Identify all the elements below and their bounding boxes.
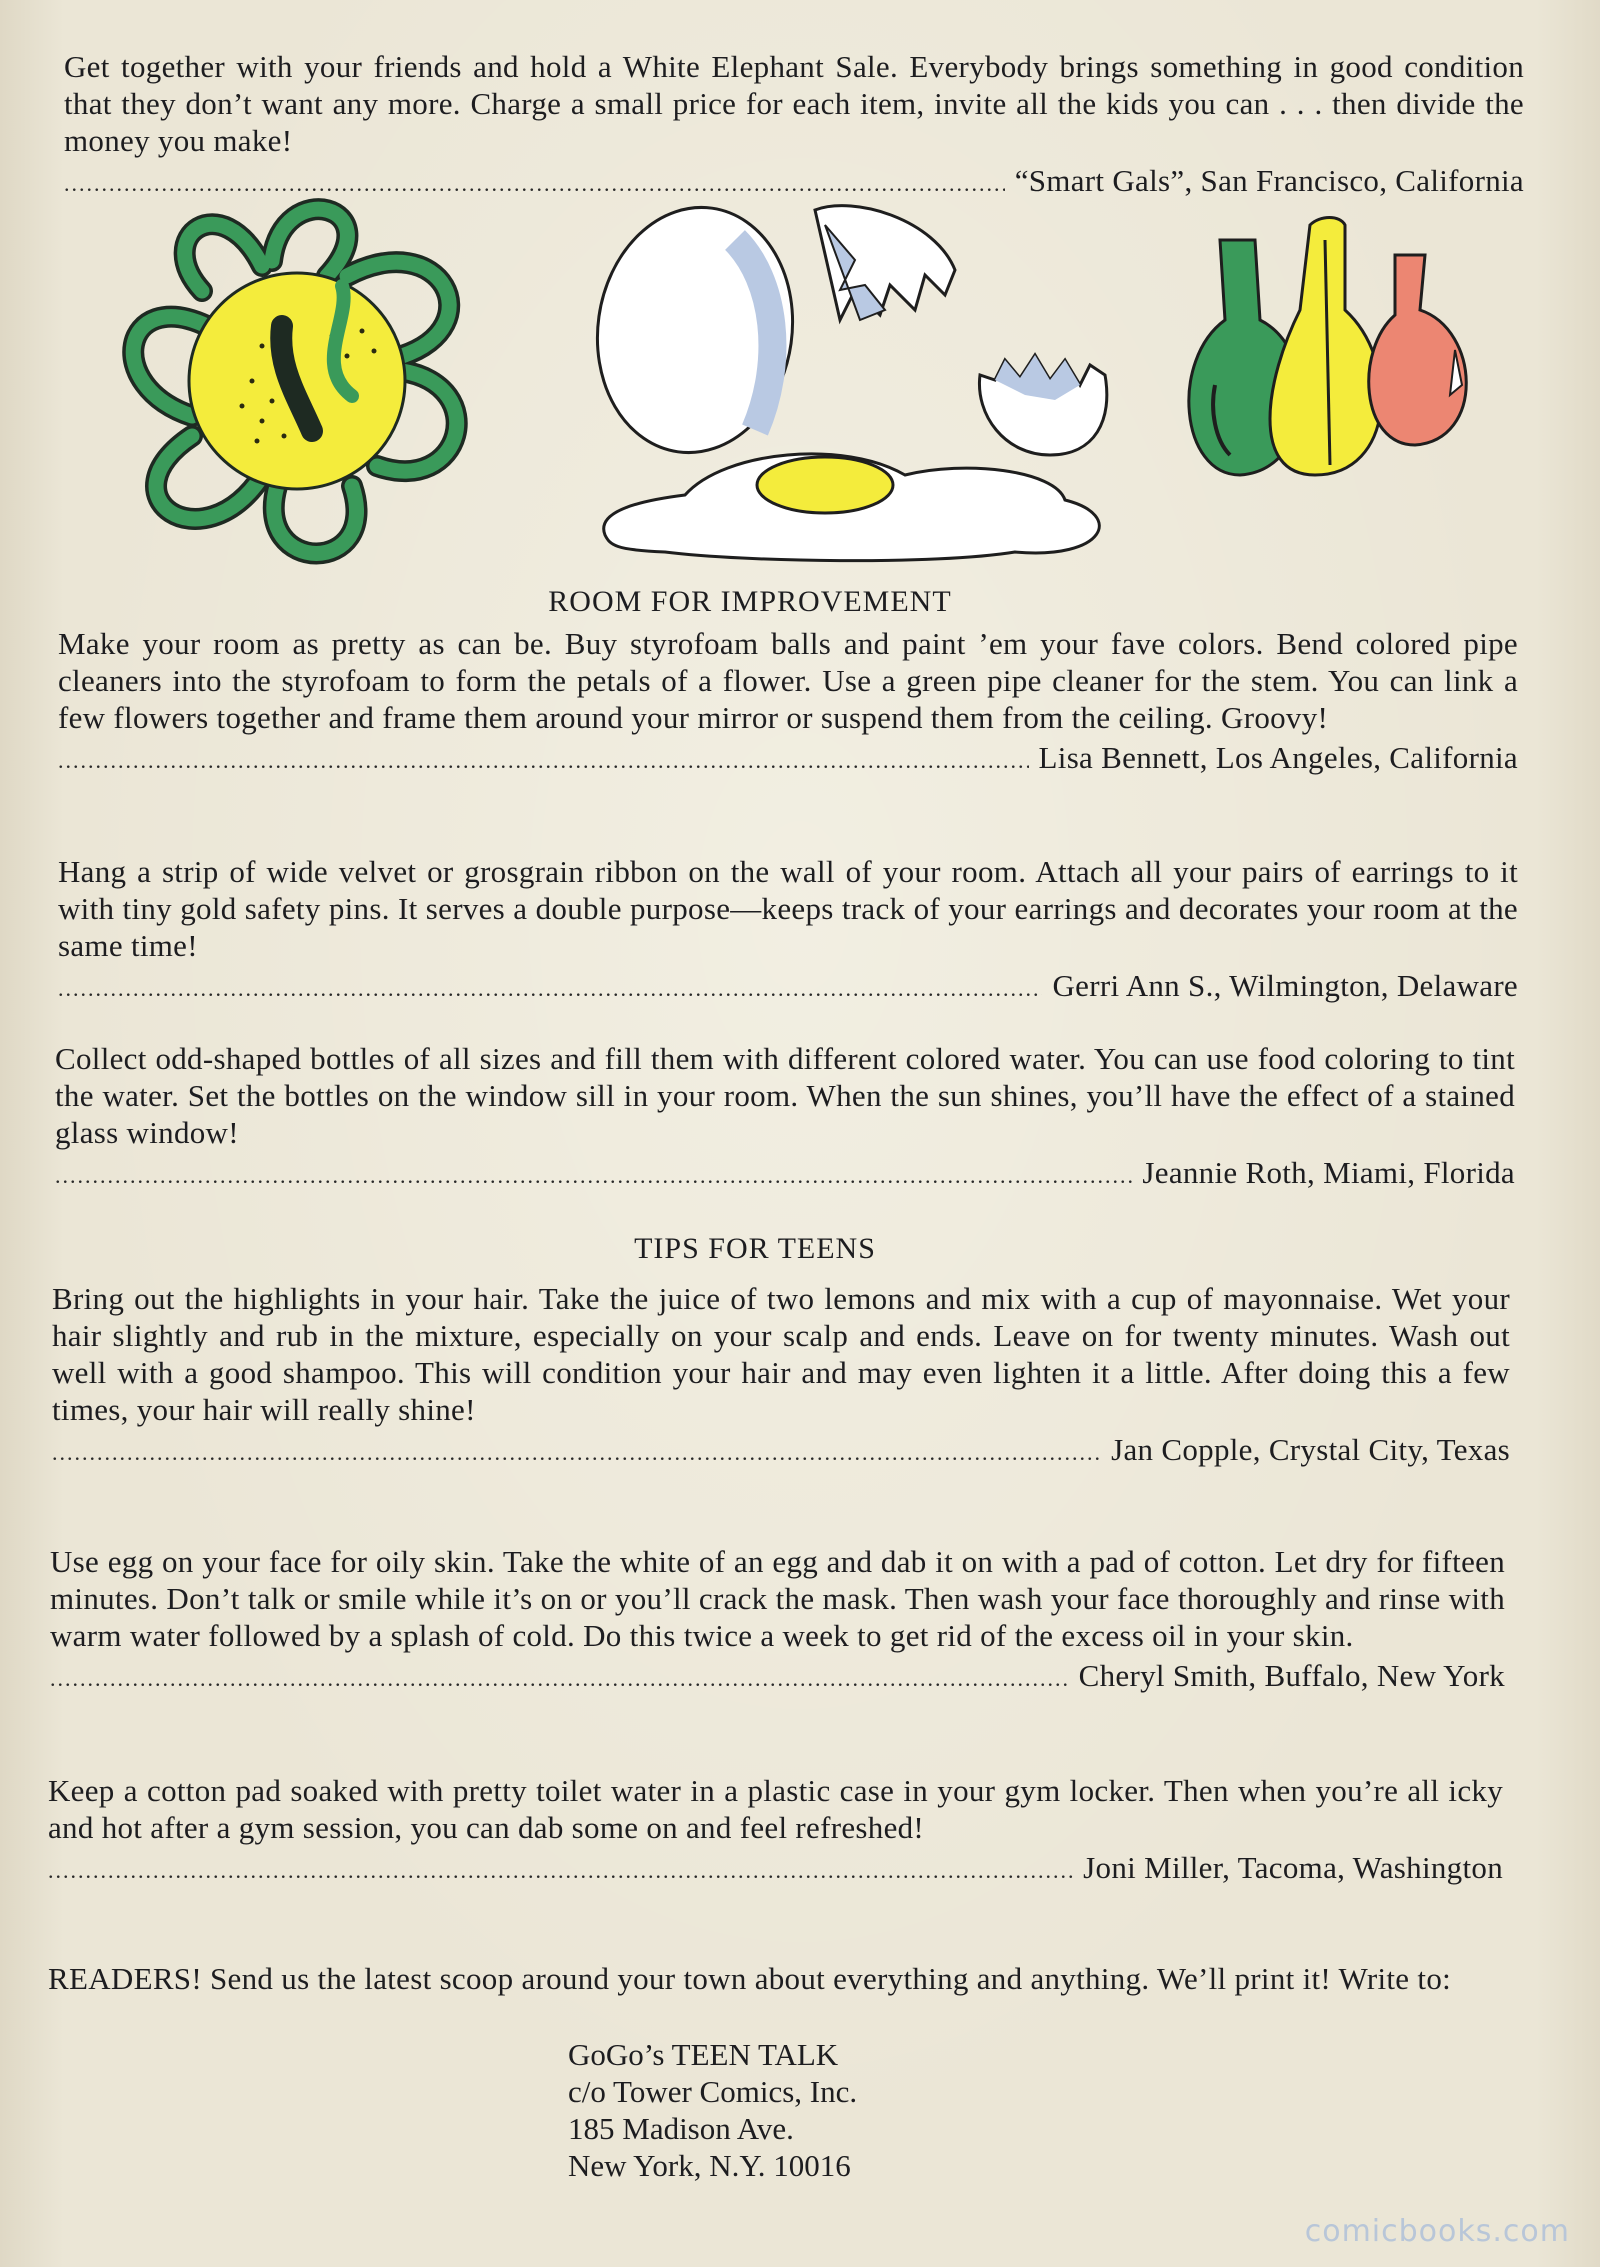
readers-text: READERS! Send us the latest scoop around your town about everything and anything. We’ll print it! Write to:	[48, 1961, 1452, 1996]
address-line-1: GoGo’s TEEN TALK	[568, 2037, 839, 2072]
teens-tip-3-credit: Joni Miller, Tacoma, Washington	[1083, 1850, 1503, 1885]
leader-dots	[52, 1434, 1101, 1471]
site-watermark: comicbooks.com	[1304, 2214, 1570, 2249]
leader-dots	[48, 1852, 1073, 1889]
room-tip-2-credit: Gerri Ann S., Wilmington, Delaware	[1052, 968, 1518, 1003]
room-tip-1	[58, 625, 1518, 779]
room-tip-2-credit-line	[58, 967, 1518, 1007]
address-line-4: New York, N.Y. 10016	[568, 2148, 851, 2183]
leader-dots	[55, 1157, 1132, 1194]
intro-credit: “Smart Gals”, San Francisco, California	[1014, 163, 1524, 198]
teens-section-heading: TIPS FOR TEENS	[634, 1232, 876, 1265]
leader-dots	[50, 1660, 1069, 1697]
intro-paragraph	[64, 48, 1524, 202]
teens-tip-3	[48, 1772, 1503, 1889]
teens-tip-2-text: Use egg on your face for oily skin. Take the white of an egg and dab it on with a pad of cotton. Let dry for fifteen minutes. Don’t talk or smile while it’s on or you’ll crack the mask. Then wash your face thoroughly and rinse with warm water followed by a splash of cold. Do this twice a week to get rid of the excess oil in your skin.	[50, 1544, 1505, 1653]
leader-dots	[58, 742, 1029, 779]
room-tip-1-text: Make your room as pretty as can be. Buy styrofoam balls and paint ’em your fave colors. Bend colored pipe cleaners into the styrofoam to form the petals of a flower. Use a green pipe cleaner for the stem. You can link a few flowers together and frame them around your mirror or suspend them from the ceiling. Groovy!	[58, 626, 1518, 735]
room-tip-3-credit-line	[55, 1154, 1515, 1194]
cracked-egg-illustration	[585, 200, 1125, 565]
mailing-address	[568, 2036, 857, 2184]
teens-tip-2-credit-line	[50, 1657, 1505, 1697]
room-tip-2-text: Hang a strip of wide velvet or grosgrain ribbon on the wall of your room. Attach all your pairs of earrings to it with tiny gold safety pins. It serves a double purpose—keeps track of your earrings and decorates your room at the same time!	[58, 854, 1518, 963]
leader-dots	[58, 970, 1042, 1007]
teens-tip-1-text: Bring out the highlights in your hair. Take the juice of two lemons and mix with a cup of mayonnaise. Wet your hair slightly and rub in the mixture, especially on your scalp and ends. Leave on for twenty minutes. Wash out well with a good shampoo. This will condition your hair and may even lighten it a little. After doing this a few times, your hair will really shine!	[52, 1281, 1510, 1427]
room-tip-3-credit: Jeannie Roth, Miami, Florida	[1142, 1155, 1515, 1190]
teens-tip-1	[52, 1280, 1510, 1471]
room-tip-2	[58, 853, 1518, 1007]
readers-callout	[48, 1960, 1503, 1997]
teens-tip-3-credit-line	[48, 1849, 1503, 1889]
teens-tip-2-credit: Cheryl Smith, Buffalo, New York	[1078, 1658, 1505, 1693]
teens-tip-1-credit: Jan Copple, Crystal City, Texas	[1111, 1432, 1510, 1467]
room-tip-1-credit-line	[58, 739, 1518, 779]
room-section-heading: ROOM FOR IMPROVEMENT	[548, 585, 952, 618]
teens-tip-1-credit-line	[52, 1431, 1510, 1471]
room-tip-1-credit: Lisa Bennett, Los Angeles, California	[1038, 740, 1518, 775]
teens-tip-2	[50, 1543, 1505, 1697]
address-line-3: 185 Madison Ave.	[568, 2111, 794, 2146]
styrofoam-flower-illustration	[112, 196, 492, 586]
teens-tip-3-text: Keep a cotton pad soaked with pretty toilet water in a plastic case in your gym locker. Then when you’re all icky and hot after a gym session, you can dab some on and feel refreshed!	[48, 1773, 1503, 1845]
room-tip-3-text: Collect odd-shaped bottles of all sizes and fill them with different colored water. You can use food coloring to tint the water. Set the bottles on the window sill in your room. When the sun shines, you’ll have the effect of a stained glass window!	[55, 1041, 1515, 1150]
address-line-2: c/o Tower Comics, Inc.	[568, 2074, 858, 2109]
room-tip-3	[55, 1040, 1515, 1194]
colored-bottles-illustration	[1180, 210, 1500, 490]
intro-text: Get together with your friends and hold a White Elephant Sale. Everybody brings something in good condition that they don’t want any more. Charge a small price for each item, invite all the kids you can . . . then divide the money you make!	[64, 49, 1524, 158]
